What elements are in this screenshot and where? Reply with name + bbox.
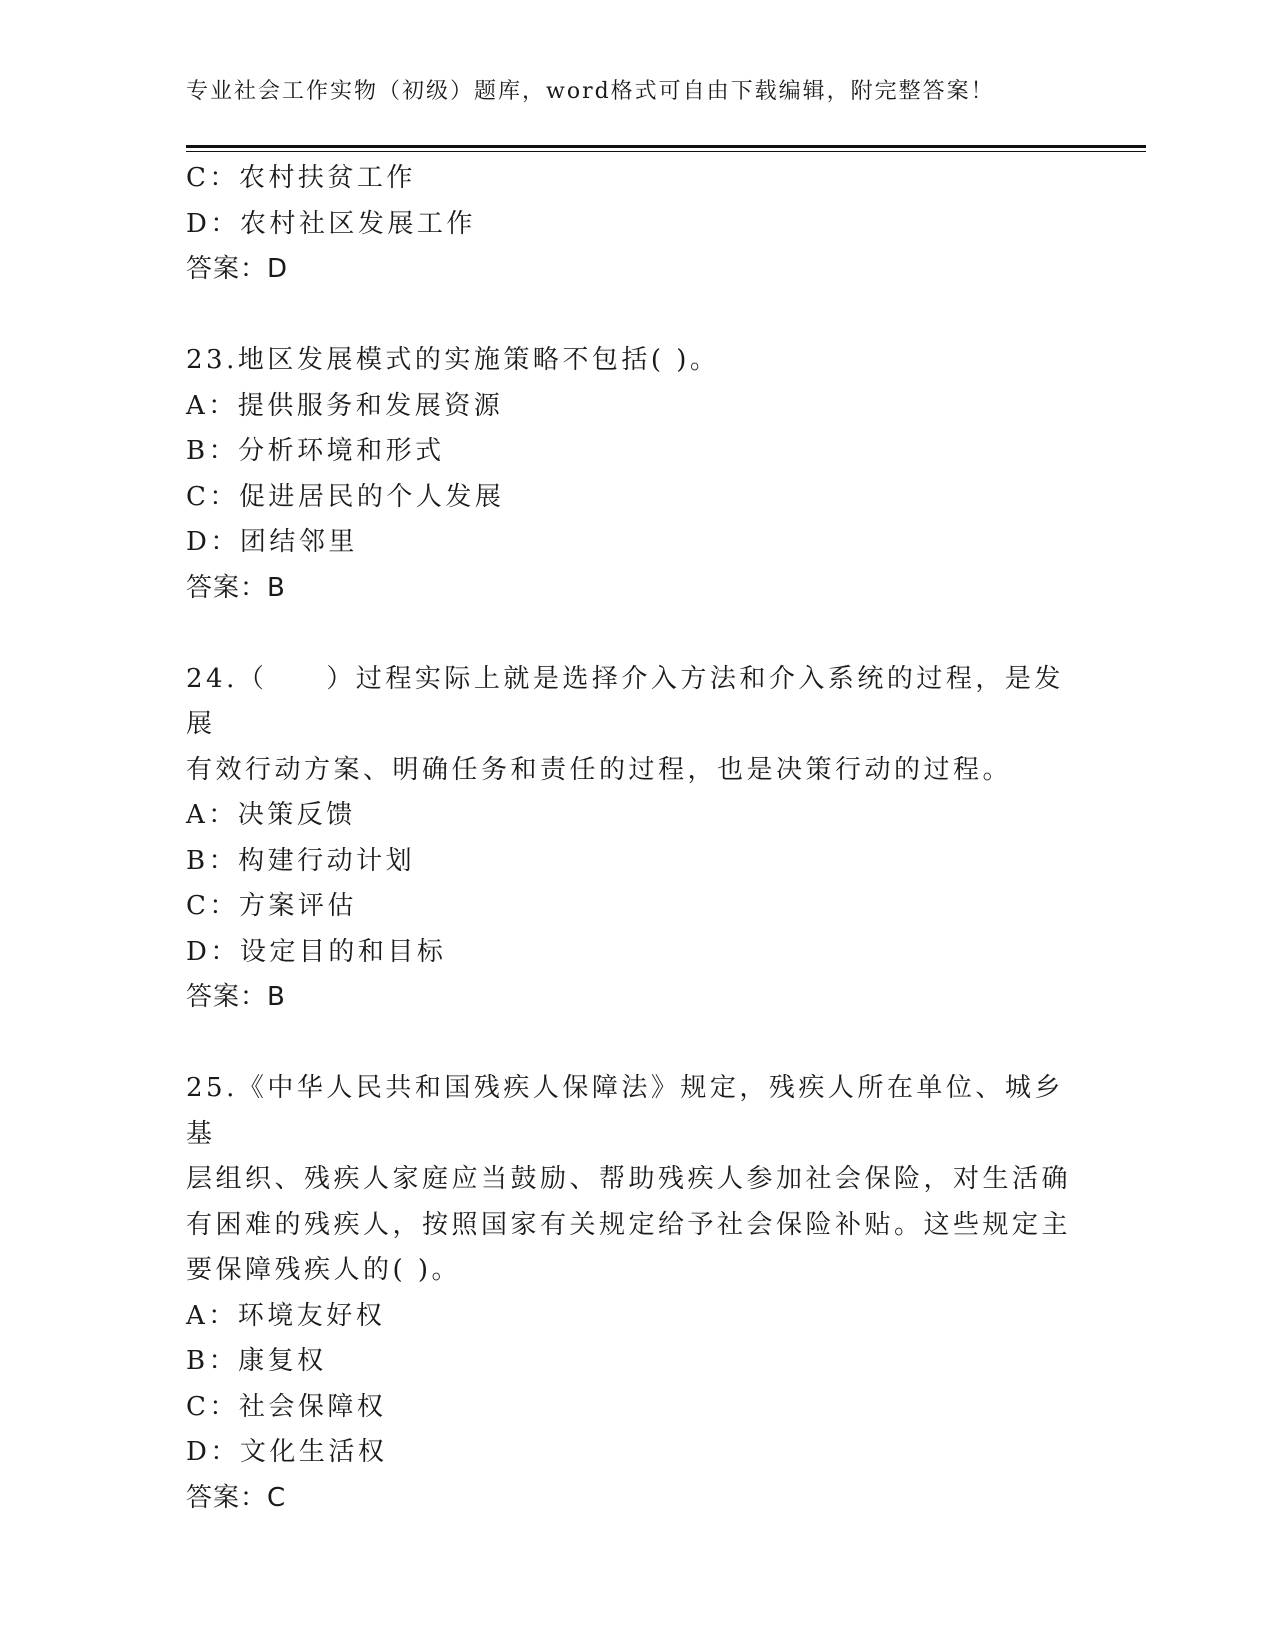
option-line: A：决策反馈 <box>186 800 356 830</box>
option-line: B：分析环境和形式 <box>186 436 445 466</box>
answer-line: 答案：B <box>186 572 286 603</box>
page-header: 专业社会工作实物（初级）题库，word格式可自由下载编辑，附完整答案！ <box>186 79 995 104</box>
header-rule-thin <box>186 151 1146 152</box>
option-line: B：康复权 <box>186 1346 327 1376</box>
header-rule-thick <box>186 145 1146 148</box>
question-content <box>186 156 1086 1521</box>
option-line: C：方案评估 <box>186 891 357 921</box>
option-line: A：环境友好权 <box>186 1300 386 1331</box>
answer-line: 答案：B <box>186 982 286 1012</box>
question-stem: 有困难的残疾人，按照国家有关规定给予社会保险补贴。这些规定主 <box>186 1209 1072 1240</box>
answer-line: 答案：C <box>186 1482 287 1513</box>
option-line: D：文化生活权 <box>186 1437 388 1467</box>
option-line: B：构建行动计划 <box>186 845 416 876</box>
option-line: D：团结邻里 <box>186 527 358 557</box>
question-stem: 23.地区发展模式的实施策略不包括( )。 <box>186 345 720 375</box>
question-stem: 要保障残疾人的( )。 <box>186 1255 462 1285</box>
question-stem: 层组织、残疾人家庭应当鼓励、帮助残疾人参加社会保险，对生活确 <box>186 1164 1072 1194</box>
option-line: C：社会保障权 <box>186 1391 387 1422</box>
spacer <box>186 611 1086 657</box>
spacer <box>186 293 1086 339</box>
option-line: C：促进居民的个人发展 <box>186 481 505 512</box>
spacer <box>186 1021 1086 1067</box>
answer-line: 答案：D <box>186 254 289 284</box>
option-line: D：设定目的和目标 <box>186 936 447 967</box>
option-line: D：农村社区发展工作 <box>186 208 476 239</box>
question-stem: 有效行动方案、明确任务和责任的过程，也是决策行动的过程。 <box>186 754 1013 785</box>
question-stem: 25.《中华人民共和国残疾人保障法》规定，残疾人所在单位、城乡基 <box>186 1073 1064 1149</box>
option-line: A：提供服务和发展资源 <box>186 390 504 421</box>
option-line: C：农村扶贫工作 <box>186 163 416 193</box>
question-stem: 24.（ ）过程实际上就是选择介入方法和介入系统的过程，是发展 <box>186 663 1064 739</box>
